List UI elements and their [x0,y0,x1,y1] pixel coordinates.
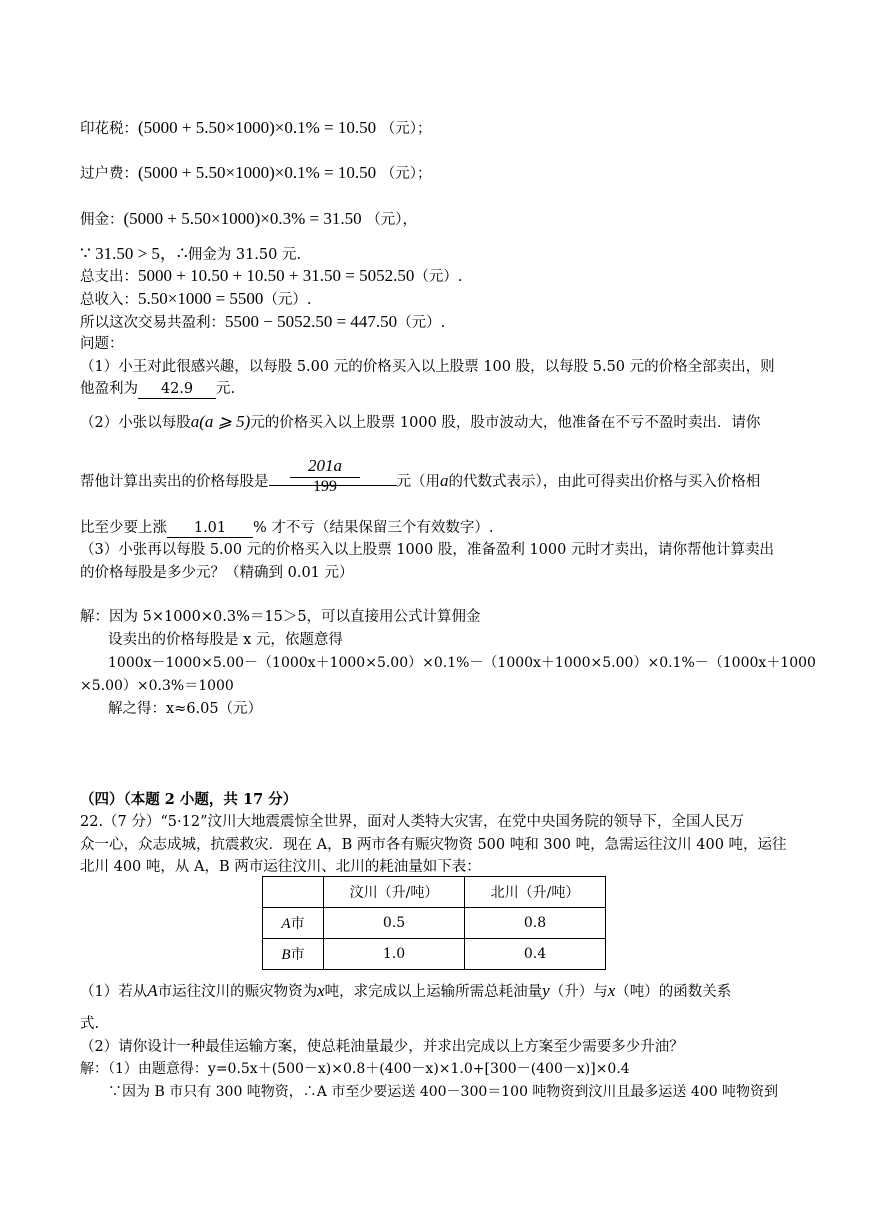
table-header-wenchuan: 汶川（升/吨） [324,877,465,908]
profit-line [80,312,445,333]
q2-line2 [80,469,760,492]
table-cell-beichuan: 0.4 [465,939,606,970]
profit-label: 所以这次交易共盈利： [80,315,225,331]
p22-q1-suffix: （吨）的函数关系 [615,984,732,1000]
city-b: B [281,947,291,963]
p22-q1-line2: 式. [80,1016,100,1032]
fuel-consumption-table [262,876,606,970]
total-expense-unit: （元）. [414,269,463,285]
p22-q1-x: x [317,981,325,1000]
q2-line2-mid: 元（用 [396,474,440,490]
p22-q1-prefix: （1）若从 [80,984,148,1000]
profit-unit: （元）. [397,315,446,331]
transfer-fee-label: 过户费： [80,166,138,182]
commission-line [80,209,417,230]
q2-fraction-numerator: 201a [290,456,360,478]
table-header-empty [263,877,324,908]
q2-variable: a [440,471,449,490]
p22-q1-x2: x [607,981,616,1000]
q2-prefix: （2）小张以每股 [80,415,191,431]
total-expense-label: 总支出： [80,269,138,285]
q2-fraction-denominator: 199 [313,478,337,495]
total-income-formula: 5.50×1000 = 5500 [138,289,264,308]
stamp-tax-line [80,118,431,139]
since-formula: ∵ 31.50 > 5，∴ [80,244,188,263]
table-row-city [263,939,324,970]
p22-q1-mid3: （升）与 [549,984,608,1000]
p22-q1-mid2: 吨，求完成以上运输所需总耗油量 [324,984,543,1000]
q2-line2-prefix: 帮他计算出卖出的价格每股是 [80,474,269,490]
stamp-tax-unit: （元）； [380,121,432,137]
table-cell-wenchuan: 1.0 [324,939,465,970]
total-income-unit: （元）. [263,292,312,308]
solution-line4: ×5.00）×0.3%＝1000 [80,678,234,694]
total-income-label: 总收入： [80,292,138,308]
p22-q1-line1 [80,981,731,1002]
solution-line1: 解：因为 5×1000×0.3%＝15＞5，可以直接用公式计算佣金 [80,609,481,625]
total-expense-formula: 5000 + 10.50 + 10.50 + 31.50 = 5052.50 [138,266,415,285]
part4-heading: （四）（本题 2 小题，共 17 分） [80,791,298,808]
p22-line1: 22.（7 分）“5·12”汶川大地震震惊全世界，面对人类特大灾害，在党中央国务院的领导下，全国人民万 [80,814,745,830]
q2-condition: a(a ⩾ 5) [190,412,251,431]
stamp-tax-label: 印花税： [80,121,138,137]
total-expense-line [80,266,462,287]
p22-q1-y: y [542,981,550,1000]
q1-line2 [80,379,235,399]
solution-line2: 设卖出的价格每股是 x 元，依题意得 [108,632,343,648]
solution-line5: 解之得：x≈6.05（元） [108,701,263,717]
q1-answer-blank: 42.9 [138,380,216,399]
q2-line2-suffix: 的代数式表示），由此可得卖出价格与买入价格相 [448,474,761,490]
city-suffix: 市 [290,916,305,932]
q1-prefix: 他盈利为 [80,381,138,397]
commission-unit: （元）， [366,212,417,228]
city-suffix: 市 [290,947,305,963]
p22-solution-line2: ∵因为 B 市只有 300 吨物资，∴A 市至少要运送 400－300＝100 吨物资到汶川且最多运送 400 吨物资到 [108,1084,779,1100]
q2-line3 [80,518,494,538]
q1-line1: （1）小王对此很感兴趣，以每股 5.00 元的价格买入以上股票 100 股，以每股 5.50 元的价格全部卖出，则 [80,359,775,375]
table-header-row [263,877,606,908]
q2-line1 [80,412,760,433]
table-row-city [263,908,324,939]
transfer-fee-formula: (5000 + 5.50×1000)×0.1% = 10.50 [138,163,377,182]
p22-solution-line1: 解：（1）由题意得：y=0.5x＋(500－x)×0.8＋(400－x)×1.0+[300－(400－x)]×0.4 [80,1061,630,1077]
table-cell-wenchuan: 0.5 [324,908,465,939]
q1-suffix: 元. [216,381,236,397]
p22-q1-mid: 市运往汶川的赈灾物资为 [157,984,318,1000]
p22-q1-city: A [147,981,158,1000]
q2-line3-suffix: % 才不亏（结果保留三个有效数字）. [253,520,494,536]
table-header-beichuan: 北川（升/吨） [465,877,606,908]
since-line [80,244,301,265]
q2-line3-prefix: 比至少要上涨 [80,520,167,536]
q2-percent-blank: 1.01 [167,519,253,538]
q3-line1: （3）小张再以每股 5.00 元的价格买入以上股票 1000 股，准备盈利 1000 元时才卖出，请你帮他计算卖出 [80,542,774,558]
city-a: A [281,916,291,932]
table-row [263,908,606,939]
since-text: 佣金为 31.50 元. [187,247,302,263]
transfer-fee-unit: （元）； [380,166,432,182]
p22-line2: 众一心，众志成城，抗震救灾．现在 A，B 两市各有赈灾物资 500 吨和 300 吨，急需运往汶川 400 吨，运往 [80,837,787,853]
profit-formula: 5500 − 5052.50 = 447.50 [225,312,398,331]
table-row [263,939,606,970]
p22-line3: 北川 400 吨，从 A，B 两市运往汶川、北川的耗油量如下表： [80,859,481,875]
q2-answer-blank [269,469,397,486]
solution-line3: 1000x－1000×5.00－（1000x＋1000×5.00）×0.1%－（1000x＋1000×5.00）×0.1%－（1000x＋1000 [108,655,816,671]
question-label: 问题： [80,336,124,352]
q3-line2: 的价格每股是多少元？（精确到 0.01 元） [80,565,354,581]
table-cell-beichuan: 0.8 [465,908,606,939]
commission-formula: (5000 + 5.50×1000)×0.3% = 31.50 [123,209,362,228]
commission-label: 佣金： [80,212,124,228]
stamp-tax-formula: (5000 + 5.50×1000)×0.1% = 10.50 [138,118,377,137]
transfer-fee-line [80,163,431,184]
p22-q2-line: （2）请你设计一种最佳运输方案，使总耗油量最少，并求出完成以上方案至少需要多少升油？ [80,1039,684,1055]
total-income-line [80,289,312,310]
q2-line1-suffix: 元的价格买入以上股票 1000 股，股市波动大，他准备在不亏不盈时卖出．请你 [250,415,761,431]
